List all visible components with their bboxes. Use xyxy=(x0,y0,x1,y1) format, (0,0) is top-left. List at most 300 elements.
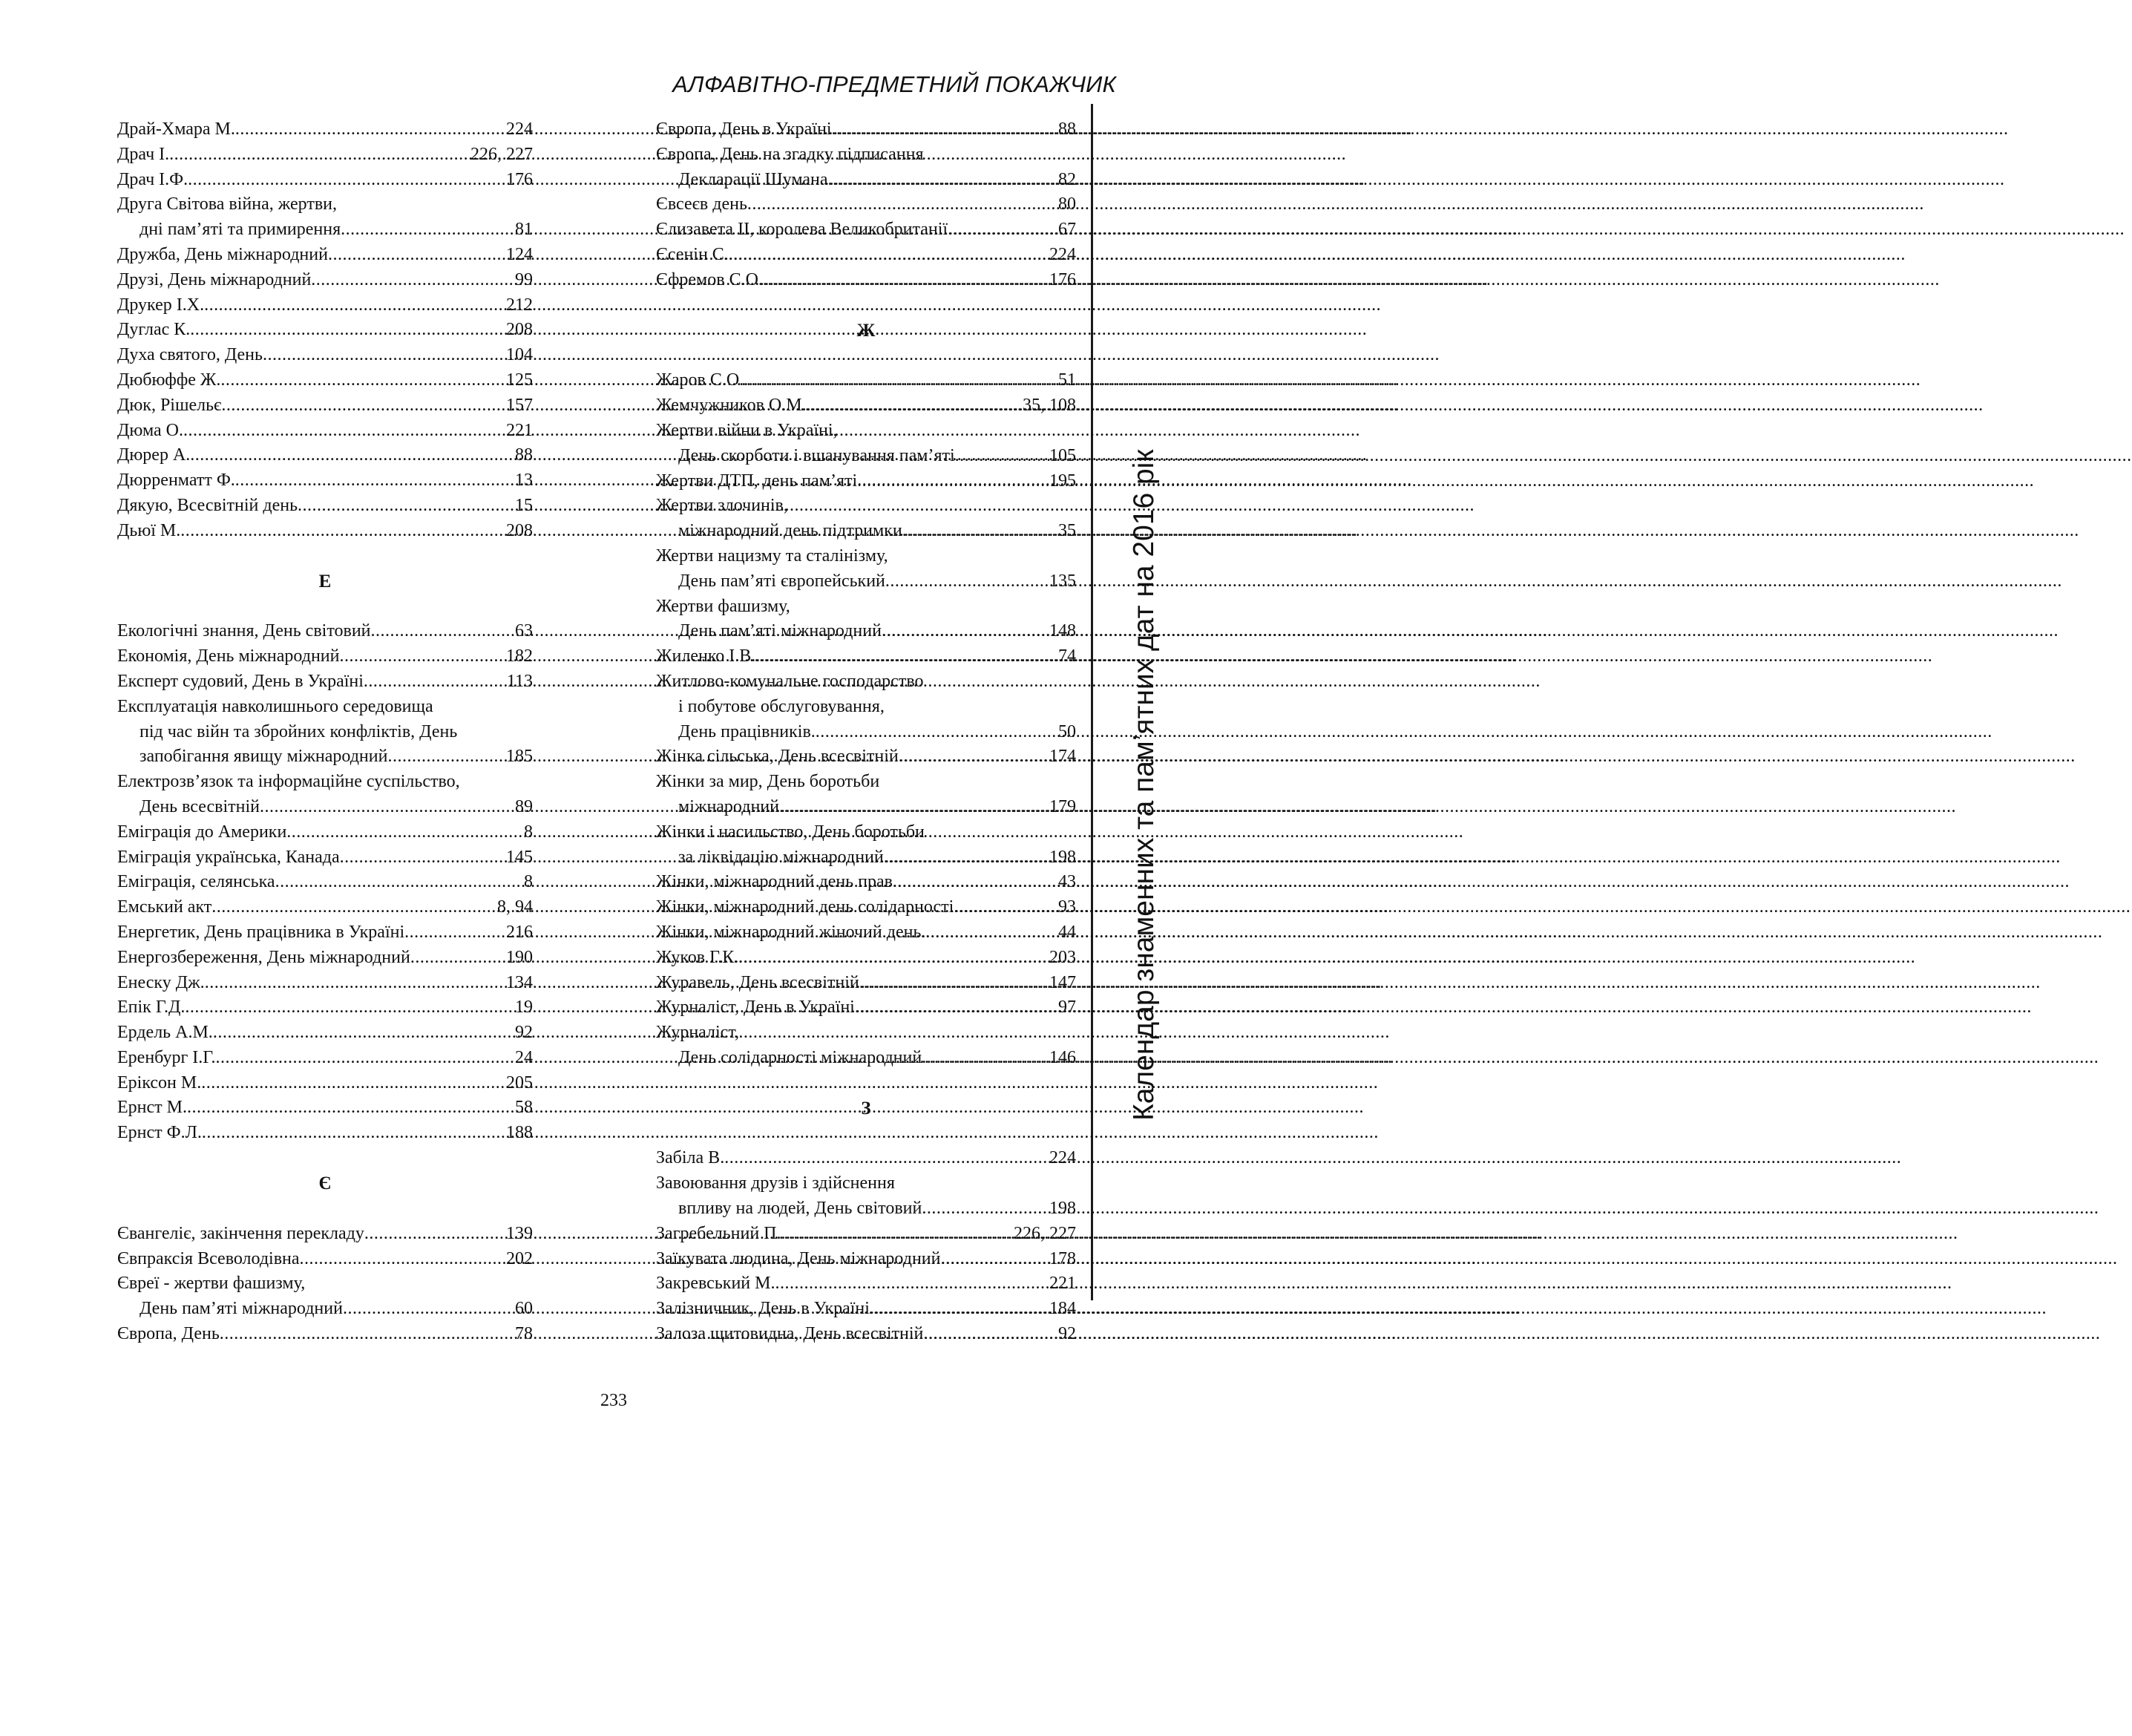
index-entry-page: 104 xyxy=(506,345,533,365)
index-entry xyxy=(656,1271,1076,1297)
index-entry-label: Еміграція, селянська xyxy=(117,872,275,892)
dot-leader xyxy=(922,1046,1049,1071)
index-entry-label: Завоювання друзів і здійснення xyxy=(656,1173,895,1193)
index-entry xyxy=(117,1121,533,1146)
index-entry xyxy=(656,393,1076,419)
index-entry xyxy=(117,1297,533,1322)
index-entry-label: Експлуатація навколишнього середовища xyxy=(117,696,433,716)
index-entry-label: за ліквідацію міжнародний xyxy=(678,847,884,867)
index-entry-label: День пам’яті європейський xyxy=(678,571,885,591)
index-entry xyxy=(656,1196,1076,1222)
index-entry-page: 184 xyxy=(1049,1299,1076,1319)
index-entry-page: 58 xyxy=(515,1098,533,1118)
index-entry-page: 205 xyxy=(506,1072,533,1093)
dot-leader xyxy=(902,519,1058,544)
side-title: Календар знаменних та пам’ятних дат на 2016 рік xyxy=(1128,449,1160,1121)
index-entry xyxy=(656,669,1076,695)
index-entry xyxy=(117,1247,533,1272)
dot-leader xyxy=(188,168,506,193)
index-entry-label: Дюк, Рішельє xyxy=(117,395,222,415)
index-entry-label: Ернст М. xyxy=(117,1098,187,1118)
index-entry-label: Журналіст, День в Україні xyxy=(656,998,855,1018)
index-entry-label: День солідарності міжнародний xyxy=(678,1047,922,1067)
index-entry-label: Дякую, Всесвітній день xyxy=(117,495,298,515)
index-entry-label: Євангеліє, закінчення перекладу xyxy=(117,1223,364,1243)
index-entry-label: Екологічні знання, День світовий xyxy=(117,621,371,641)
index-entry xyxy=(656,595,1076,620)
index-entry-label: Журналіст, xyxy=(656,1023,740,1043)
dot-leader xyxy=(775,1271,1049,1297)
index-entry-page: 24 xyxy=(515,1047,533,1067)
index-entry-page: 176 xyxy=(1049,269,1076,289)
index-entry xyxy=(117,1095,533,1121)
index-entry-page: 190 xyxy=(506,947,533,967)
index-entry xyxy=(117,117,533,143)
index-entry-label: Забіла В. xyxy=(656,1148,725,1168)
dot-leader xyxy=(221,393,506,419)
index-entry-page: 99 xyxy=(515,269,533,289)
index-entry-label: Дюрер А. xyxy=(117,445,191,465)
index-entry xyxy=(117,1071,533,1096)
dot-leader xyxy=(215,1046,515,1071)
index-entry xyxy=(656,117,1076,143)
index-entry xyxy=(656,1146,1076,1171)
dot-leader xyxy=(724,1146,1049,1171)
index-entry-page: 139 xyxy=(506,1223,533,1243)
index-entry-page: 195 xyxy=(1049,471,1076,491)
index-entry xyxy=(656,544,1076,569)
dot-leader xyxy=(311,268,515,293)
index-entry-label: запобігання явищу міжнародний xyxy=(140,747,388,767)
index-entry-page: 212 xyxy=(506,295,533,315)
index-entry-label: Жемчужников О.М. xyxy=(656,396,807,416)
index-entry-page: 105 xyxy=(1049,445,1076,465)
index-entry-label: Закревський М. xyxy=(656,1274,775,1294)
index-entry xyxy=(117,695,533,720)
index-entry-label: Дюбюффе Ж. xyxy=(117,370,221,390)
index-entry-page: 19 xyxy=(515,998,533,1018)
index-entry xyxy=(656,419,1076,444)
dot-leader xyxy=(864,971,1049,996)
index-entry-page: 147 xyxy=(1049,972,1076,992)
index-entry-label: Дуглас К. xyxy=(117,320,191,340)
index-entry-label: Емський акт xyxy=(117,897,212,917)
index-entry xyxy=(656,143,1076,168)
index-entry-page: 176 xyxy=(506,169,533,189)
index-entry-label: Жінка сільська, День всесвітній xyxy=(656,747,899,767)
index-entry-label: Журавель, День всесвітній. xyxy=(656,972,864,992)
index-entry-label: Енеску Дж. xyxy=(117,972,205,992)
dot-leader xyxy=(885,569,1049,595)
index-entry-page: 113 xyxy=(506,671,533,691)
dot-leader xyxy=(371,619,515,644)
index-entry-label: Єсенін С. xyxy=(656,244,729,264)
dot-leader xyxy=(235,468,515,494)
index-entry xyxy=(117,343,533,368)
index-entry-page: 146 xyxy=(1049,1047,1076,1067)
dot-leader xyxy=(263,343,506,368)
index-entry xyxy=(656,619,1076,644)
index-entry xyxy=(117,318,533,343)
index-entry-label: Декларації Шумана xyxy=(678,169,828,189)
index-entry xyxy=(117,143,533,168)
index-entry xyxy=(656,444,1076,469)
index-entry-page: 224 xyxy=(1049,244,1076,264)
index-entry-label: Жінки, міжнародний день солідарності xyxy=(656,897,954,917)
dot-leader xyxy=(235,117,506,143)
index-entry-page: 8 xyxy=(524,872,533,892)
index-entry xyxy=(656,1021,1076,1046)
index-entry-page: 226, 227 xyxy=(470,144,533,164)
index-entry-label: Дружба, День міжнародний xyxy=(117,244,328,264)
index-entry-label: Жертви фашизму, xyxy=(656,596,790,616)
dot-leader xyxy=(183,419,506,444)
dot-leader xyxy=(893,870,1058,895)
index-entry xyxy=(117,168,533,193)
index-entry-page: 203 xyxy=(1049,947,1076,967)
index-entry-label: День скорботи і вшанування пам’яті xyxy=(678,445,955,465)
index-entry-label: міжнародний день підтримки xyxy=(678,521,902,541)
index-entry-label: Драч І.Ф. xyxy=(117,169,188,189)
index-entry-label: міжнародний xyxy=(678,796,779,816)
index-entry xyxy=(117,419,533,444)
index-entry-page: 208 xyxy=(506,320,533,340)
dot-leader xyxy=(747,192,1058,217)
dot-leader xyxy=(923,1322,1058,1347)
index-entry xyxy=(117,995,533,1021)
index-entry-label: Залізничник, День в Україні xyxy=(656,1299,870,1319)
index-entry-label: Європа, День в Україні xyxy=(656,119,832,139)
index-entry-page: 185 xyxy=(506,747,533,767)
index-entry-label: Євпраксія Всеволодівна xyxy=(117,1248,300,1268)
index-entry xyxy=(117,1021,533,1046)
index-entry xyxy=(656,971,1076,996)
index-entry-page: 221 xyxy=(506,420,533,440)
index-entry xyxy=(117,1271,533,1297)
index-entry-label: Друга Світова війна, жертви, xyxy=(117,194,338,214)
dot-leader xyxy=(201,1071,506,1096)
index-entry xyxy=(656,1297,1076,1322)
index-entry-label: Енергозбереження, День міжнародний xyxy=(117,947,410,967)
index-letter-heading: З xyxy=(861,1098,871,1118)
index-entry-page: 92 xyxy=(1058,1324,1076,1344)
index-entry xyxy=(117,644,533,669)
index-entry xyxy=(656,744,1076,770)
index-entry-label: Дюрренматт Ф. xyxy=(117,471,235,491)
dot-leader xyxy=(884,845,1049,871)
index-entry xyxy=(656,519,1076,544)
index-entry-label: Жуков Г.К. xyxy=(656,947,739,967)
index-entry-page: 135 xyxy=(1049,571,1076,591)
index-entry xyxy=(117,720,533,745)
dot-leader xyxy=(211,895,497,920)
index-entry-label: Жінки, міжнародний день прав xyxy=(656,872,893,892)
index-entry-page: 15 xyxy=(515,495,533,515)
index-entry-page: 81 xyxy=(515,220,533,240)
dot-leader xyxy=(341,217,515,243)
dot-leader xyxy=(185,995,515,1021)
dot-leader xyxy=(779,795,1049,820)
dot-leader xyxy=(328,243,506,268)
dot-leader xyxy=(220,1322,515,1347)
dot-leader xyxy=(882,619,1049,644)
index-entry xyxy=(117,669,533,695)
dot-leader xyxy=(340,845,506,871)
index-letter-heading: Е xyxy=(318,571,332,592)
index-letter-heading: Ж xyxy=(856,320,876,341)
index-entry-page: 89 xyxy=(515,796,533,816)
index-entry xyxy=(656,1171,1076,1196)
index-entry-label: Електрозв’язок та інформаційне суспільство, xyxy=(117,772,460,792)
dot-leader xyxy=(300,1247,506,1272)
index-entry xyxy=(656,820,1076,845)
index-entry-page: 60 xyxy=(515,1299,533,1319)
index-entry-label: Драч І. xyxy=(117,144,170,164)
index-entry xyxy=(656,192,1076,217)
dot-leader xyxy=(955,444,1049,469)
index-entry-label: Друкер І.Х. xyxy=(117,295,205,315)
index-entry xyxy=(656,845,1076,871)
dot-leader xyxy=(781,1222,1014,1247)
index-entry xyxy=(656,870,1076,895)
index-entry-page: 80 xyxy=(1058,194,1076,214)
index-entry xyxy=(656,1222,1076,1247)
index-entry xyxy=(117,368,533,393)
index-entry xyxy=(656,243,1076,268)
index-entry-page: 88 xyxy=(515,445,533,465)
index-entry xyxy=(117,243,533,268)
index-entry-label: Ердель А.М. xyxy=(117,1023,213,1043)
index-entry-label: під час війн та збройних конфліктів, День xyxy=(140,721,458,741)
index-entry-label: Жертви війни в Україні, xyxy=(656,420,838,440)
dot-leader xyxy=(204,293,506,318)
index-entry-page: 8, 94 xyxy=(497,897,533,917)
dot-leader xyxy=(925,920,1058,946)
index-entry-label: Енергетик, День працівника в Україні xyxy=(117,922,405,942)
dot-leader xyxy=(298,494,515,519)
dot-leader xyxy=(387,744,506,770)
index-entry-page: 43 xyxy=(1058,872,1076,892)
index-entry xyxy=(656,168,1076,193)
dot-leader xyxy=(205,971,506,996)
index-entry-page: 145 xyxy=(506,847,533,867)
index-entry-label: Дьюї М. xyxy=(117,520,181,540)
index-entry xyxy=(117,744,533,770)
index-entry xyxy=(656,995,1076,1021)
index-entry-page: 226, 227 xyxy=(1014,1223,1076,1243)
index-entry-label: Єлизавета ІІ, королева Великобританії xyxy=(656,220,948,240)
index-entry-label: Еміграція до Америки xyxy=(117,822,287,842)
index-entry xyxy=(656,368,1076,393)
index-entry-label: Євреї - жертви фашизму, xyxy=(117,1274,306,1294)
index-entry xyxy=(656,494,1076,519)
index-entry xyxy=(117,820,533,845)
index-entry-label: Епік Г.Д. xyxy=(117,998,186,1018)
dot-leader xyxy=(899,744,1049,770)
index-entry xyxy=(117,268,533,293)
dot-leader xyxy=(202,1121,506,1146)
index-column-right xyxy=(656,117,1076,1347)
index-entry xyxy=(117,795,533,820)
index-entry-label: Драй-Хмара М. xyxy=(117,119,235,139)
index-entry-page: 221 xyxy=(1049,1274,1076,1294)
index-entry xyxy=(117,971,533,996)
index-entry-label: Жертви злочинів, xyxy=(656,496,788,516)
index-entry-page: 51 xyxy=(1058,370,1076,390)
dot-leader xyxy=(364,1222,506,1247)
dot-leader xyxy=(857,469,1049,494)
index-entry-label: Еміграція українська, Канада xyxy=(117,847,340,867)
index-entry xyxy=(656,217,1076,243)
index-entry xyxy=(117,770,533,795)
index-entry xyxy=(656,1046,1076,1071)
page-number: 233 xyxy=(600,1391,627,1410)
index-entry xyxy=(117,1222,533,1247)
index-entry-label: Ернст Ф.Л. xyxy=(117,1123,202,1143)
index-entry-label: Залоза щитовидна, День всесвітній xyxy=(656,1324,924,1344)
dot-leader xyxy=(410,946,506,971)
dot-leader xyxy=(831,117,1058,143)
index-entry xyxy=(117,895,533,920)
index-entry-page: 157 xyxy=(506,395,533,415)
dot-leader xyxy=(260,795,515,820)
index-entry-page: 63 xyxy=(515,621,533,641)
dot-leader xyxy=(763,268,1049,293)
index-entry xyxy=(656,920,1076,946)
index-entry-page: 67 xyxy=(1058,220,1076,240)
index-entry xyxy=(117,192,533,217)
index-entry xyxy=(117,946,533,971)
dot-leader xyxy=(729,243,1049,268)
index-entry xyxy=(656,720,1076,745)
index-entry-label: День пам’яті міжнародний xyxy=(140,1299,343,1319)
index-entry-label: Жертви ДТП, день пам’яті xyxy=(656,471,858,491)
index-entry xyxy=(656,469,1076,494)
dot-leader xyxy=(870,1297,1049,1322)
index-entry xyxy=(117,920,533,946)
dot-leader xyxy=(738,946,1049,971)
index-entry-label: День працівників. xyxy=(678,721,816,741)
dot-leader xyxy=(816,720,1058,745)
index-entry xyxy=(117,468,533,494)
index-entry xyxy=(656,644,1076,669)
index-entry-page: 179 xyxy=(1049,796,1076,816)
index-entry xyxy=(656,569,1076,595)
index-entry-label: і побутове обслуговування, xyxy=(678,696,885,716)
index-column-left xyxy=(117,117,533,1347)
dot-leader xyxy=(948,217,1058,243)
index-entry-page: 198 xyxy=(1049,847,1076,867)
index-entry xyxy=(656,895,1076,920)
index-entry-label: Євсеєв день xyxy=(656,194,747,214)
index-entry xyxy=(117,293,533,318)
index-entry-page: 198 xyxy=(1049,1199,1076,1219)
index-entry-label: Дюма О. xyxy=(117,420,183,440)
index-letter-heading: Є xyxy=(318,1173,332,1194)
index-entry xyxy=(656,795,1076,820)
dot-leader xyxy=(169,143,470,168)
index-entry-page: 178 xyxy=(1049,1248,1076,1268)
index-entry-label: Жінки за мир, День боротьби xyxy=(656,772,880,792)
index-entry-page: 82 xyxy=(1058,169,1076,189)
index-entry-label: Духа святого, День xyxy=(117,345,263,365)
index-entry xyxy=(117,217,533,243)
index-entry-label: Європа, День на згадку підписання xyxy=(656,144,924,164)
dot-leader xyxy=(404,920,506,946)
index-entry-page: 224 xyxy=(1049,1148,1076,1168)
index-entry-label: Єфремов С.О. xyxy=(656,269,763,289)
dot-leader xyxy=(275,870,524,895)
index-entry xyxy=(656,770,1076,795)
index-entry xyxy=(656,946,1076,971)
index-entry-page: 44 xyxy=(1058,922,1076,942)
dot-leader xyxy=(954,895,1058,920)
index-entry-page: 78 xyxy=(515,1324,533,1344)
index-entry-page: 50 xyxy=(1058,721,1076,741)
index-entry-label: Експерт судовий, День в Україні xyxy=(117,671,364,691)
index-entry-label: Житлово-комунальне господарство xyxy=(656,671,924,691)
index-entry-page: 97 xyxy=(1058,998,1076,1018)
index-entry-label: Еріксон М. xyxy=(117,1072,202,1093)
index-entry-label: впливу на людей, День світовий xyxy=(678,1199,922,1219)
index-entry-label: Друзі, День міжнародний xyxy=(117,269,312,289)
dot-leader xyxy=(828,168,1058,193)
dot-leader xyxy=(807,393,1023,419)
index-entry-page: 35, 108 xyxy=(1023,396,1076,416)
dot-leader xyxy=(180,519,506,544)
index-entry-page: 216 xyxy=(506,922,533,942)
dot-leader xyxy=(190,443,515,468)
index-entry-label: Жаров С.О. xyxy=(656,370,744,390)
index-entry-page: 124 xyxy=(506,244,533,264)
index-entry-page: 182 xyxy=(506,646,533,666)
index-entry-label: дні пам’яті та примирення xyxy=(140,220,341,240)
index-entry xyxy=(117,494,533,519)
index-entry-page: 8 xyxy=(524,822,533,842)
index-entry-label: Еренбург І.Г. xyxy=(117,1047,216,1067)
dot-leader xyxy=(855,995,1058,1021)
index-entry-page: 92 xyxy=(515,1023,533,1043)
index-entry xyxy=(117,443,533,468)
index-entry xyxy=(117,393,533,419)
dot-leader xyxy=(190,318,506,343)
index-entry xyxy=(117,619,533,644)
index-entry-page: 148 xyxy=(1049,621,1076,641)
index-entry-page: 88 xyxy=(1058,119,1076,139)
index-entry xyxy=(117,519,533,544)
index-entry-label: День пам’яті міжнародний xyxy=(678,621,882,641)
index-entry-label: Жінки, міжнародний жіночий день. xyxy=(656,922,926,942)
index-entry xyxy=(117,870,533,895)
index-entry xyxy=(117,1046,533,1071)
index-entry-page: 174 xyxy=(1049,747,1076,767)
index-entry xyxy=(117,1322,533,1347)
index-entry xyxy=(656,1322,1076,1347)
index-entry xyxy=(656,268,1076,293)
index-entry-label: Жертви нацизму та сталінізму, xyxy=(656,546,888,566)
index-entry-page: 93 xyxy=(1058,897,1076,917)
index-entry xyxy=(656,695,1076,720)
index-entry xyxy=(117,845,533,871)
header-title: АЛФАВІТНО-ПРЕДМЕТНИЙ ПОКАЖЧИК xyxy=(672,71,1116,97)
index-entry-label: Загребельний П. xyxy=(656,1223,781,1243)
dot-leader xyxy=(286,820,524,845)
index-entry-label: Європа, День xyxy=(117,1324,220,1344)
index-entry-label: Економія, День міжнародний xyxy=(117,646,340,666)
dot-leader xyxy=(755,644,1058,669)
dot-leader xyxy=(220,368,506,393)
index-entry-page: 125 xyxy=(506,370,533,390)
